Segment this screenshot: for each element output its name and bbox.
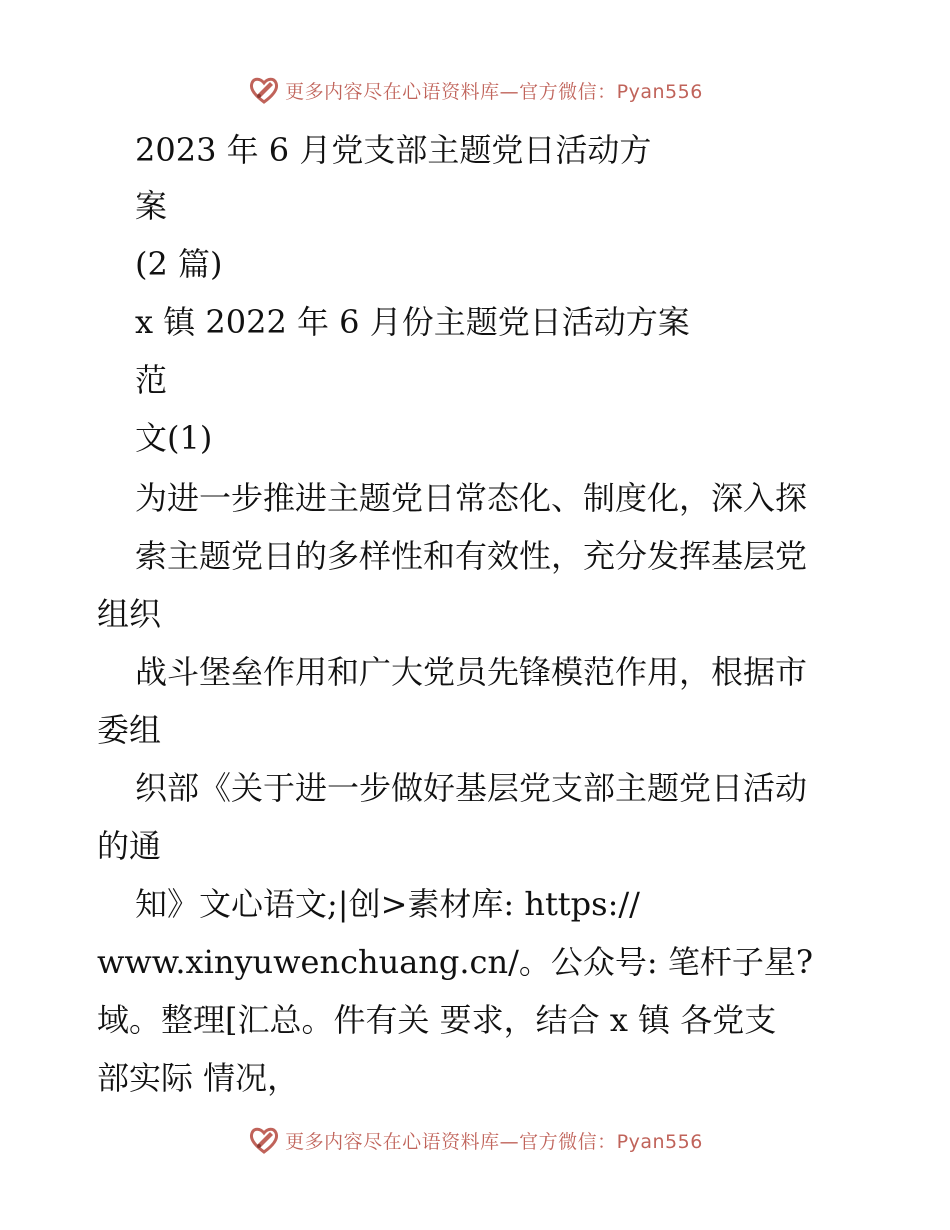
heart-pen-logo-icon <box>247 1123 281 1157</box>
paragraph-line: 索主题党日的多样性和有效性，充分发挥基层党 <box>135 537 808 575</box>
doc-subtitle-line-1: x 镇 2022 年 6 月份主题党日活动方案 <box>135 303 690 341</box>
doc-title-line-2: 案 <box>135 187 168 225</box>
paragraph-line: www.xinyuwenchuang.cn/。公众号: 笔杆子星? <box>97 943 813 981</box>
heart-pen-logo-icon <box>247 73 281 107</box>
paragraph-line: 为进一步推进主题党日常态化、制度化，深入探 <box>135 479 808 517</box>
footer-watermark-banner <box>0 1120 950 1160</box>
doc-subtitle-line-3: 文(1) <box>135 419 213 457</box>
paragraph-line: 域。整理[汇总。件有关 要求，结合 x 镇 各党支 <box>97 1001 777 1039</box>
header-watermark-text: 更多内容尽在心语资料库—官方微信：Pyan556 <box>285 80 703 103</box>
footer-watermark-text: 更多内容尽在心语资料库—官方微信：Pyan556 <box>285 1130 703 1153</box>
paragraph-line: 委组 <box>97 711 162 749</box>
doc-title-line-1: 2023 年 6 月党支部主题党日活动方 <box>135 131 652 169</box>
paragraph-line: 战斗堡垒作用和广大党员先锋模范作用，根据市 <box>135 653 808 691</box>
paragraph-line: 部实际 情况， <box>97 1059 300 1097</box>
doc-subtitle-line-2: 范 <box>135 361 168 399</box>
paragraph-line: 知》文心语文;|创>素材库: https:// <box>135 885 640 923</box>
paragraph-line: 织部《关于进一步做好基层党支部主题党日活动 <box>135 769 808 807</box>
paragraph-line: 的通 <box>97 827 162 865</box>
header-watermark-banner <box>0 70 950 110</box>
doc-title-line-3: (2 篇) <box>135 245 223 283</box>
paragraph-line: 组织 <box>97 595 162 633</box>
